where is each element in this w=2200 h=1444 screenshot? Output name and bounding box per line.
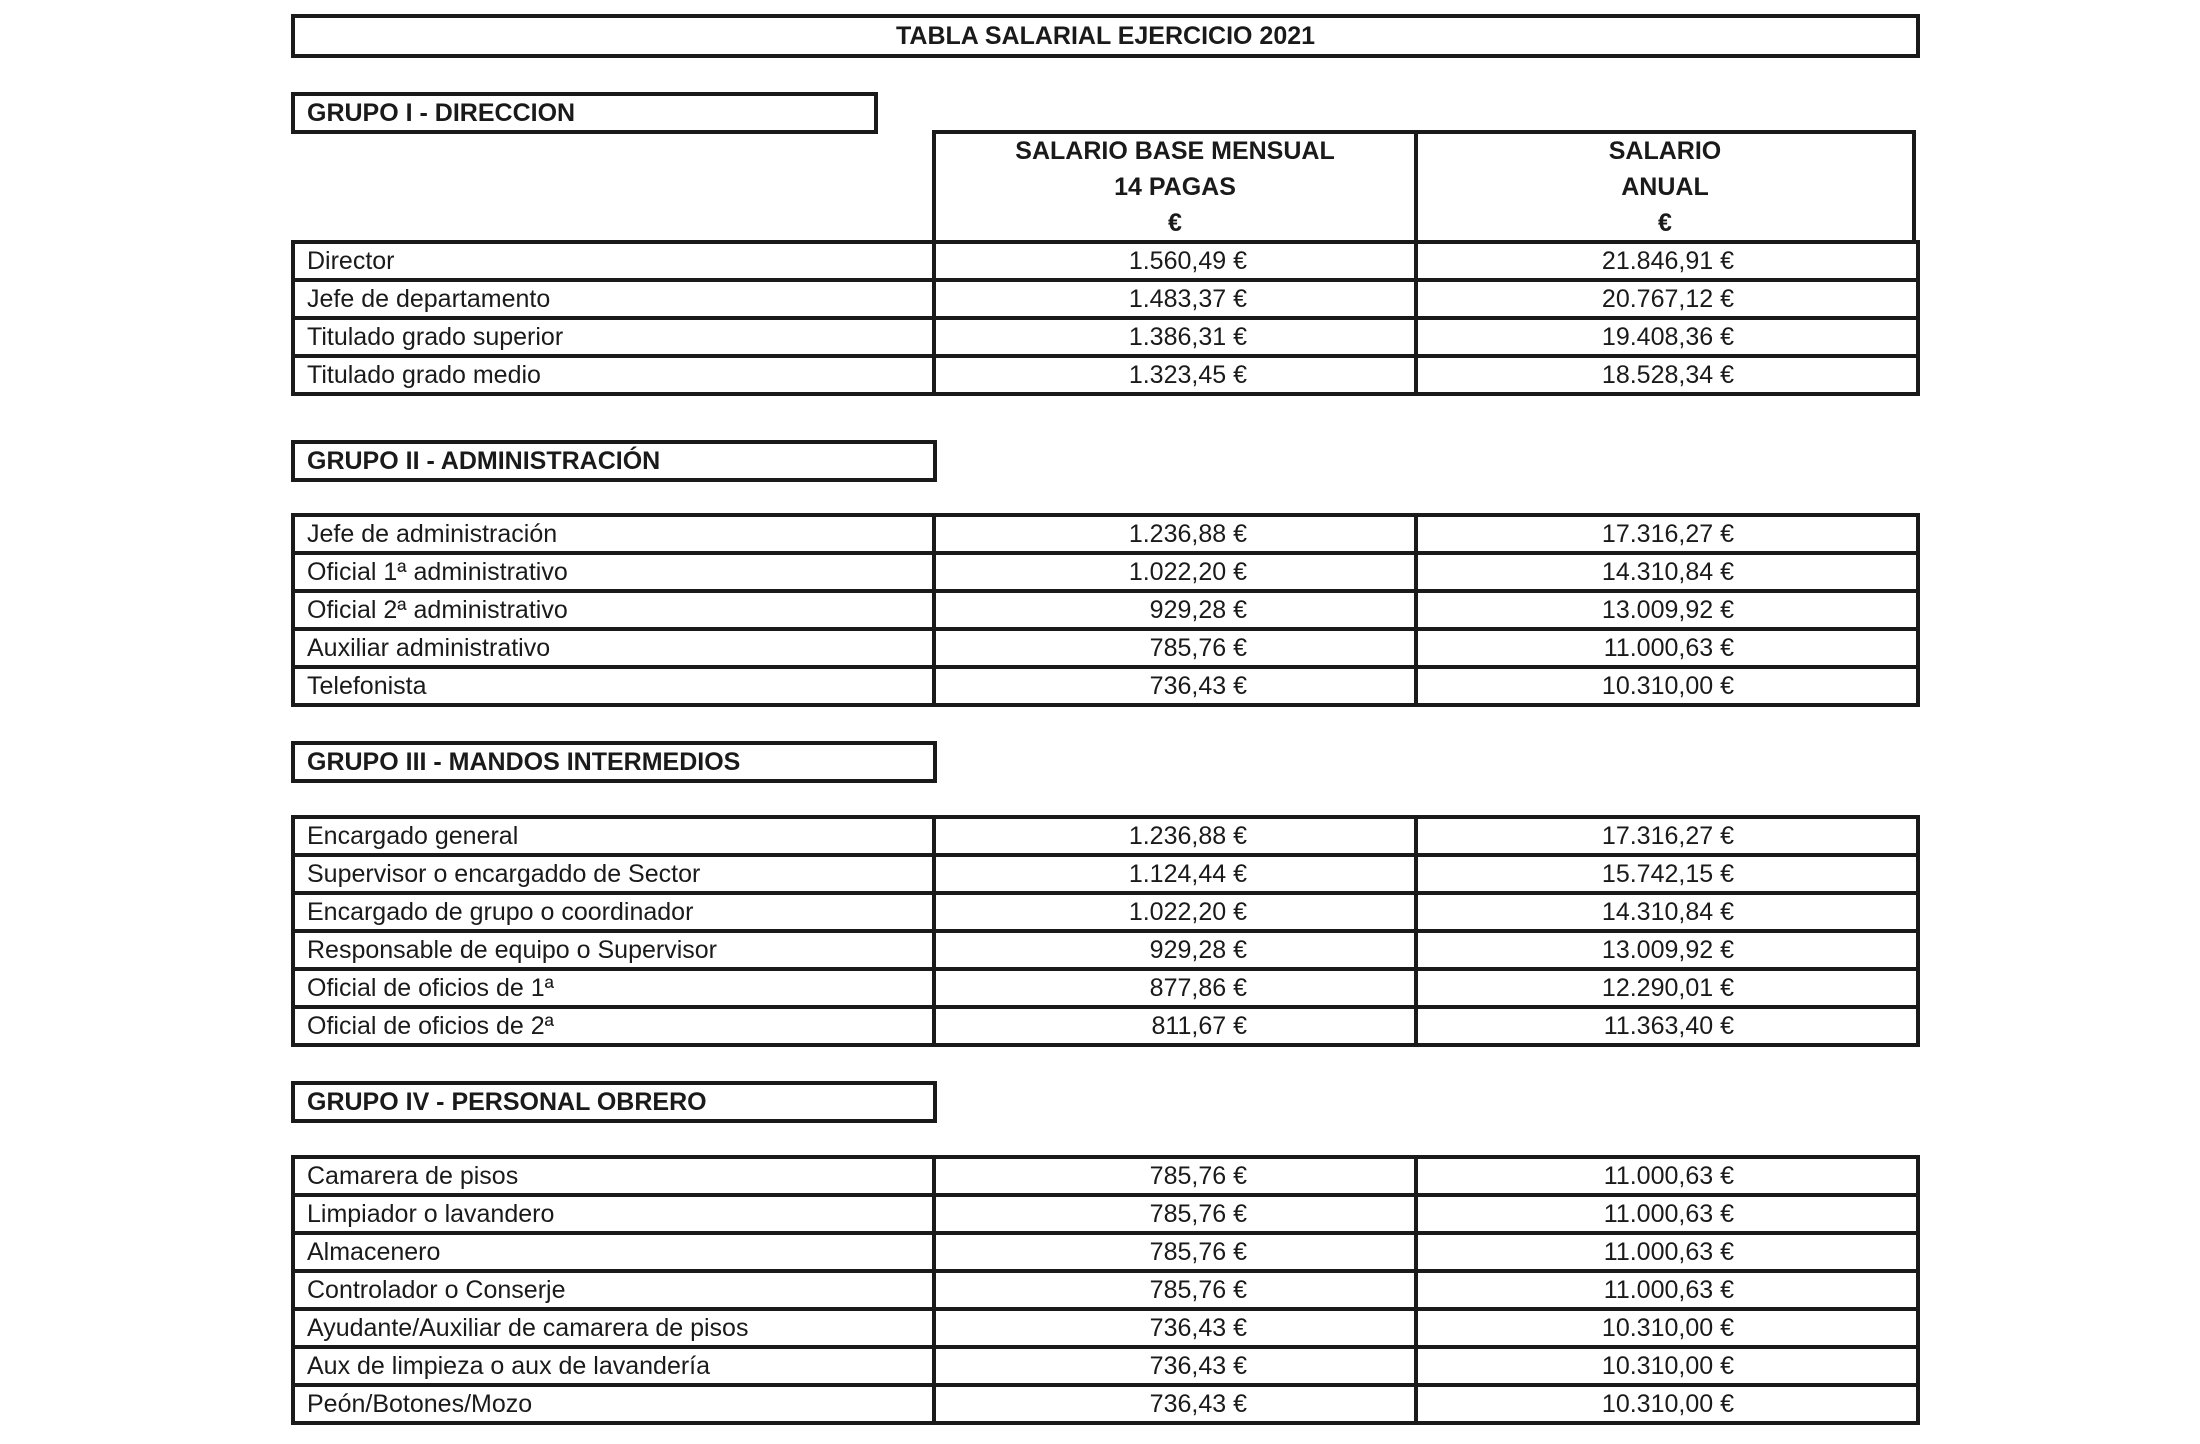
annual-salary-cell: 20.767,12 € [1416,280,1918,318]
table-row [293,855,1918,893]
category-cell: Oficial 2ª administrativo [293,591,934,629]
group-title-3 [291,741,937,783]
annual-salary-cell: 10.310,00 € [1416,1347,1918,1385]
monthly-salary-cell: 736,43 € [934,1347,1416,1385]
annual-salary-cell: 10.310,00 € [1416,1309,1918,1347]
category-cell: Auxiliar administrativo [293,629,934,667]
monthly-salary-cell: 929,28 € [934,931,1416,969]
annual-salary-cell: 18.528,34 € [1416,356,1918,394]
annual-salary-cell: 14.310,84 € [1416,893,1918,931]
header-annual-line: € [1658,209,1672,237]
table-row [293,931,1918,969]
category-cell: Jefe de administración [293,515,934,553]
annual-salary-cell: 11.363,40 € [1416,1007,1918,1045]
monthly-salary-cell: 785,76 € [934,1233,1416,1271]
table-row [293,356,1918,394]
group-title-1 [291,92,878,134]
category-cell: Titulado grado superior [293,318,934,356]
group-title-text: GRUPO I - DIRECCION [307,98,576,127]
table-row [293,629,1918,667]
salary-table-group-1 [291,240,1920,396]
column-headers [932,130,1916,244]
annual-salary-cell: 15.742,15 € [1416,855,1918,893]
annual-salary-cell: 19.408,36 € [1416,318,1918,356]
category-cell: Responsable de equipo o Supervisor [293,931,934,969]
table-row [293,893,1918,931]
group-title-text: GRUPO II - ADMINISTRACIÓN [307,446,661,475]
table-row [293,817,1918,855]
table-row [293,515,1918,553]
category-cell: Almacenero [293,1233,934,1271]
group-title-2 [291,440,937,482]
annual-salary-cell: 11.000,63 € [1416,1157,1918,1195]
monthly-salary-cell: 811,67 € [934,1007,1416,1045]
header-monthly-line: SALARIO BASE MENSUAL [1015,137,1335,165]
annual-salary-cell: 10.310,00 € [1416,667,1918,705]
monthly-salary-cell: 785,76 € [934,1195,1416,1233]
category-cell: Oficial de oficios de 2ª [293,1007,934,1045]
monthly-salary-cell: 1.323,45 € [934,356,1416,394]
table-row [293,280,1918,318]
group-title-text: GRUPO III - MANDOS INTERMEDIOS [307,747,741,776]
salary-table-group-3 [291,815,1920,1047]
category-cell: Director [293,242,934,280]
annual-salary-cell: 17.316,27 € [1416,817,1918,855]
category-cell: Supervisor o encargaddo de Sector [293,855,934,893]
monthly-salary-cell: 1.236,88 € [934,515,1416,553]
category-cell: Aux de limpieza o aux de lavandería [293,1347,934,1385]
monthly-salary-cell: 736,43 € [934,1309,1416,1347]
monthly-salary-cell: 736,43 € [934,1385,1416,1423]
monthly-salary-cell: 785,76 € [934,1157,1416,1195]
monthly-salary-cell: 785,76 € [934,1271,1416,1309]
monthly-salary-cell: 877,86 € [934,969,1416,1007]
table-row [293,591,1918,629]
header-monthly-line: € [1168,209,1182,237]
category-cell: Encargado de grupo o coordinador [293,893,934,931]
monthly-salary-cell: 1.560,49 € [934,242,1416,280]
annual-salary-cell: 17.316,27 € [1416,515,1918,553]
table-row [293,1347,1918,1385]
group-title-4 [291,1081,937,1123]
annual-salary-cell: 12.290,01 € [1416,969,1918,1007]
annual-salary-cell: 14.310,84 € [1416,553,1918,591]
category-cell: Limpiador o lavandero [293,1195,934,1233]
category-cell: Oficial de oficios de 1ª [293,969,934,1007]
table-row [293,1195,1918,1233]
header-annual-line: ANUAL [1621,173,1709,201]
category-cell: Camarera de pisos [293,1157,934,1195]
annual-salary-cell: 11.000,63 € [1416,1271,1918,1309]
table-row [293,1309,1918,1347]
monthly-salary-cell: 1.022,20 € [934,893,1416,931]
table-row [293,667,1918,705]
page-title [291,14,1920,58]
table-row [293,1233,1918,1271]
annual-salary-cell: 11.000,63 € [1416,1195,1918,1233]
annual-salary-cell: 10.310,00 € [1416,1385,1918,1423]
monthly-salary-cell: 1.022,20 € [934,553,1416,591]
monthly-salary-cell: 736,43 € [934,667,1416,705]
salary-table-group-2 [291,513,1920,707]
table-row [293,553,1918,591]
monthly-salary-cell: 1.124,44 € [934,855,1416,893]
header-monthly [932,130,1418,244]
category-cell: Telefonista [293,667,934,705]
table-row [293,969,1918,1007]
annual-salary-cell: 11.000,63 € [1416,629,1918,667]
header-annual-line: SALARIO [1608,137,1722,165]
monthly-salary-cell: 785,76 € [934,629,1416,667]
category-cell: Encargado general [293,817,934,855]
monthly-salary-cell: 1.236,88 € [934,817,1416,855]
category-cell: Peón/Botones/Mozo [293,1385,934,1423]
monthly-salary-cell: 1.386,31 € [934,318,1416,356]
category-cell: Controlador o Conserje [293,1271,934,1309]
monthly-salary-cell: 929,28 € [934,591,1416,629]
table-row [293,318,1918,356]
salary-table-group-4 [291,1155,1920,1425]
category-cell: Jefe de departamento [293,280,934,318]
annual-salary-cell: 13.009,92 € [1416,591,1918,629]
table-row [293,1007,1918,1045]
table-row [293,1157,1918,1195]
annual-salary-cell: 13.009,92 € [1416,931,1918,969]
header-annual [1414,130,1916,244]
header-monthly-line: 14 PAGAS [1114,173,1236,201]
category-cell: Oficial 1ª administrativo [293,553,934,591]
table-row [293,242,1918,280]
monthly-salary-cell: 1.483,37 € [934,280,1416,318]
table-row [293,1271,1918,1309]
page-title-text: TABLA SALARIAL EJERCICIO 2021 [895,21,1316,50]
annual-salary-cell: 21.846,91 € [1416,242,1918,280]
group-title-text: GRUPO IV - PERSONAL OBRERO [307,1087,707,1116]
annual-salary-cell: 11.000,63 € [1416,1233,1918,1271]
table-row [293,1385,1918,1423]
category-cell: Titulado grado medio [293,356,934,394]
category-cell: Ayudante/Auxiliar de camarera de pisos [293,1309,934,1347]
